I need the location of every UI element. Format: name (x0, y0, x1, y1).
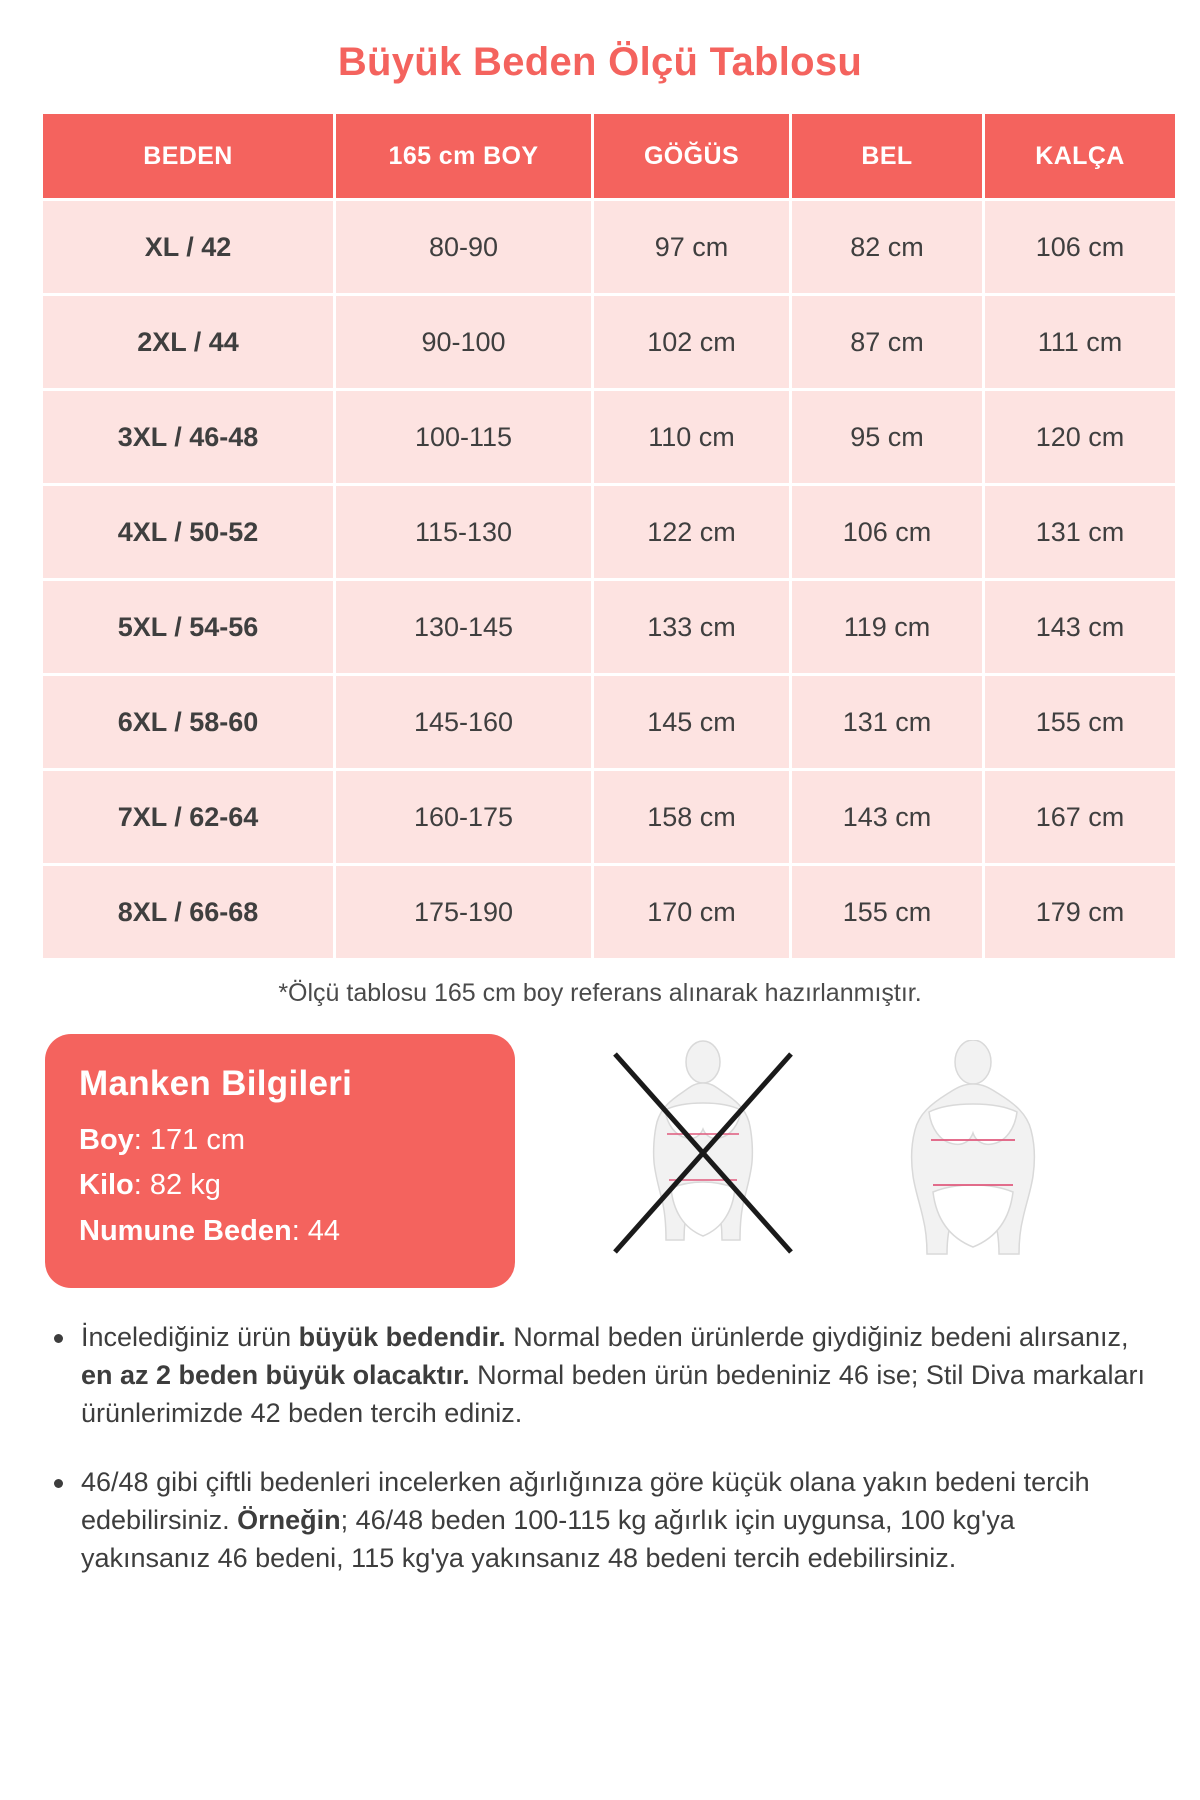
note-fragment: Normal beden ürün bedeniniz 46 ise; Stil Diva markaları ürünlerimizde 42 beden tercih ediniz. (81, 1360, 1145, 1429)
table-footnote: *Ölçü tablosu 165 cm boy referans alınarak hazırlanmıştır. (278, 979, 922, 1007)
model-weight-label: Kilo (79, 1169, 134, 1202)
measure-cell: 95 cm (792, 391, 982, 483)
measure-cell: 145-160 (336, 676, 591, 768)
measure-cell: 110 cm (594, 391, 789, 483)
model-weight-value: : 82 kg (133, 1169, 221, 1202)
measure-cell: 133 cm (594, 581, 789, 673)
size-cell: 4XL / 50-52 (43, 486, 333, 578)
measure-cell: 143 cm (985, 581, 1175, 673)
measure-cell: 106 cm (985, 201, 1175, 293)
note-fragment: Normal beden ürünlerde giydiğiniz bedeni alırsanız, (505, 1321, 1129, 1352)
page-title: Büyük Beden Ölçü Tablosu (337, 40, 863, 84)
note-item (54, 1463, 1150, 1578)
measure-cell: 97 cm (594, 201, 789, 293)
measure-cell: 131 cm (985, 486, 1175, 578)
plus-size-body-figure-icon (873, 1040, 1073, 1265)
measure-cell: 102 cm (594, 296, 789, 388)
note-fragment: 46/48 gibi çiftli bedenleri incelerken ağırlığınıza göre küçük olana yakın bedeni tercih edebilirsiniz. (81, 1466, 1090, 1536)
model-weight-line (79, 1167, 481, 1203)
size-cell: 3XL / 46-48 (43, 391, 333, 483)
note-emphasis: Örneğin (237, 1505, 341, 1536)
table-row (43, 296, 1175, 388)
column-header-gogus: GÖĞÜS (594, 114, 789, 198)
column-header-beden: BEDEN (43, 114, 333, 198)
table-row (43, 866, 1175, 958)
table-row (43, 676, 1175, 768)
measure-cell: 90-100 (336, 296, 591, 388)
table-row (43, 771, 1175, 863)
measure-cell: 115-130 (336, 486, 591, 578)
bullet-dot-icon (54, 1334, 63, 1343)
note-fragment: İncelediğiniz ürün (81, 1321, 299, 1352)
measure-cell: 155 cm (985, 676, 1175, 768)
measure-cell: 145 cm (594, 676, 789, 768)
measure-cell: 158 cm (594, 771, 789, 863)
model-sample-size-line (79, 1213, 481, 1249)
slim-body-figure-icon (603, 1040, 803, 1265)
model-height-label: Boy (79, 1124, 134, 1156)
size-cell: 5XL / 54-56 (43, 581, 333, 673)
size-cell: XL / 42 (43, 201, 333, 293)
measure-cell: 175-190 (336, 866, 591, 958)
model-info-heading: Manken Bilgileri (79, 1064, 353, 1103)
measure-cell: 130-145 (336, 581, 591, 673)
measure-cell: 131 cm (792, 676, 982, 768)
measure-cell: 119 cm (792, 581, 982, 673)
measure-cell: 100-115 (336, 391, 591, 483)
table-row (43, 486, 1175, 578)
size-chart-table (40, 111, 1178, 961)
column-header-kalca: KALÇA (985, 114, 1175, 198)
column-header-boy: 165 cm BOY (336, 114, 591, 198)
measure-cell: 179 cm (985, 866, 1175, 958)
measure-cell: 155 cm (792, 866, 982, 958)
note-emphasis: en az 2 beden büyük olacaktır. (81, 1360, 470, 1391)
measure-cell: 111 cm (985, 296, 1175, 388)
table-row (43, 581, 1175, 673)
size-cell: 2XL / 44 (43, 296, 333, 388)
measure-cell: 167 cm (985, 771, 1175, 863)
measure-cell: 82 cm (792, 201, 982, 293)
column-header-bel: BEL (792, 114, 982, 198)
table-row (43, 201, 1175, 293)
note-item (54, 1318, 1150, 1433)
size-cell: 7XL / 62-64 (43, 771, 333, 863)
bullet-dot-icon (54, 1479, 63, 1488)
body-figures (515, 1034, 1160, 1270)
measure-cell: 120 cm (985, 391, 1175, 483)
measure-cell: 143 cm (792, 771, 982, 863)
model-sample-size-value: : 44 (291, 1214, 341, 1247)
plus-size-body-figure (873, 1040, 1073, 1270)
measure-cell: 160-175 (336, 771, 591, 863)
table-row (43, 391, 1175, 483)
size-cell: 8XL / 66-68 (43, 866, 333, 958)
measure-cell: 87 cm (792, 296, 982, 388)
size-cell: 6XL / 58-60 (43, 676, 333, 768)
model-sample-size-label: Numune Beden (79, 1214, 292, 1247)
table-header-row (43, 114, 1175, 198)
note-text (81, 1318, 1150, 1433)
measure-cell: 122 cm (594, 486, 789, 578)
slim-body-figure-crossed (603, 1040, 803, 1270)
model-height-value: : 171 cm (133, 1124, 246, 1156)
measure-cell: 106 cm (792, 486, 982, 578)
note-text (81, 1463, 1150, 1578)
note-emphasis: büyük bedendir. (298, 1321, 506, 1352)
model-info-card (45, 1034, 515, 1288)
model-info-section (40, 1034, 1160, 1288)
measure-cell: 80-90 (336, 201, 591, 293)
model-height-line (79, 1122, 481, 1158)
notes-list (40, 1318, 1160, 1578)
note-fragment: ; 46/48 beden 100-115 kg ağırlık için uygunsa, 100 kg'ya yakınsanız 46 bedeni, 115 kg'ya yakınsanız 48 bedeni tercih edebilirsiniz. (81, 1505, 1015, 1574)
measure-cell: 170 cm (594, 866, 789, 958)
